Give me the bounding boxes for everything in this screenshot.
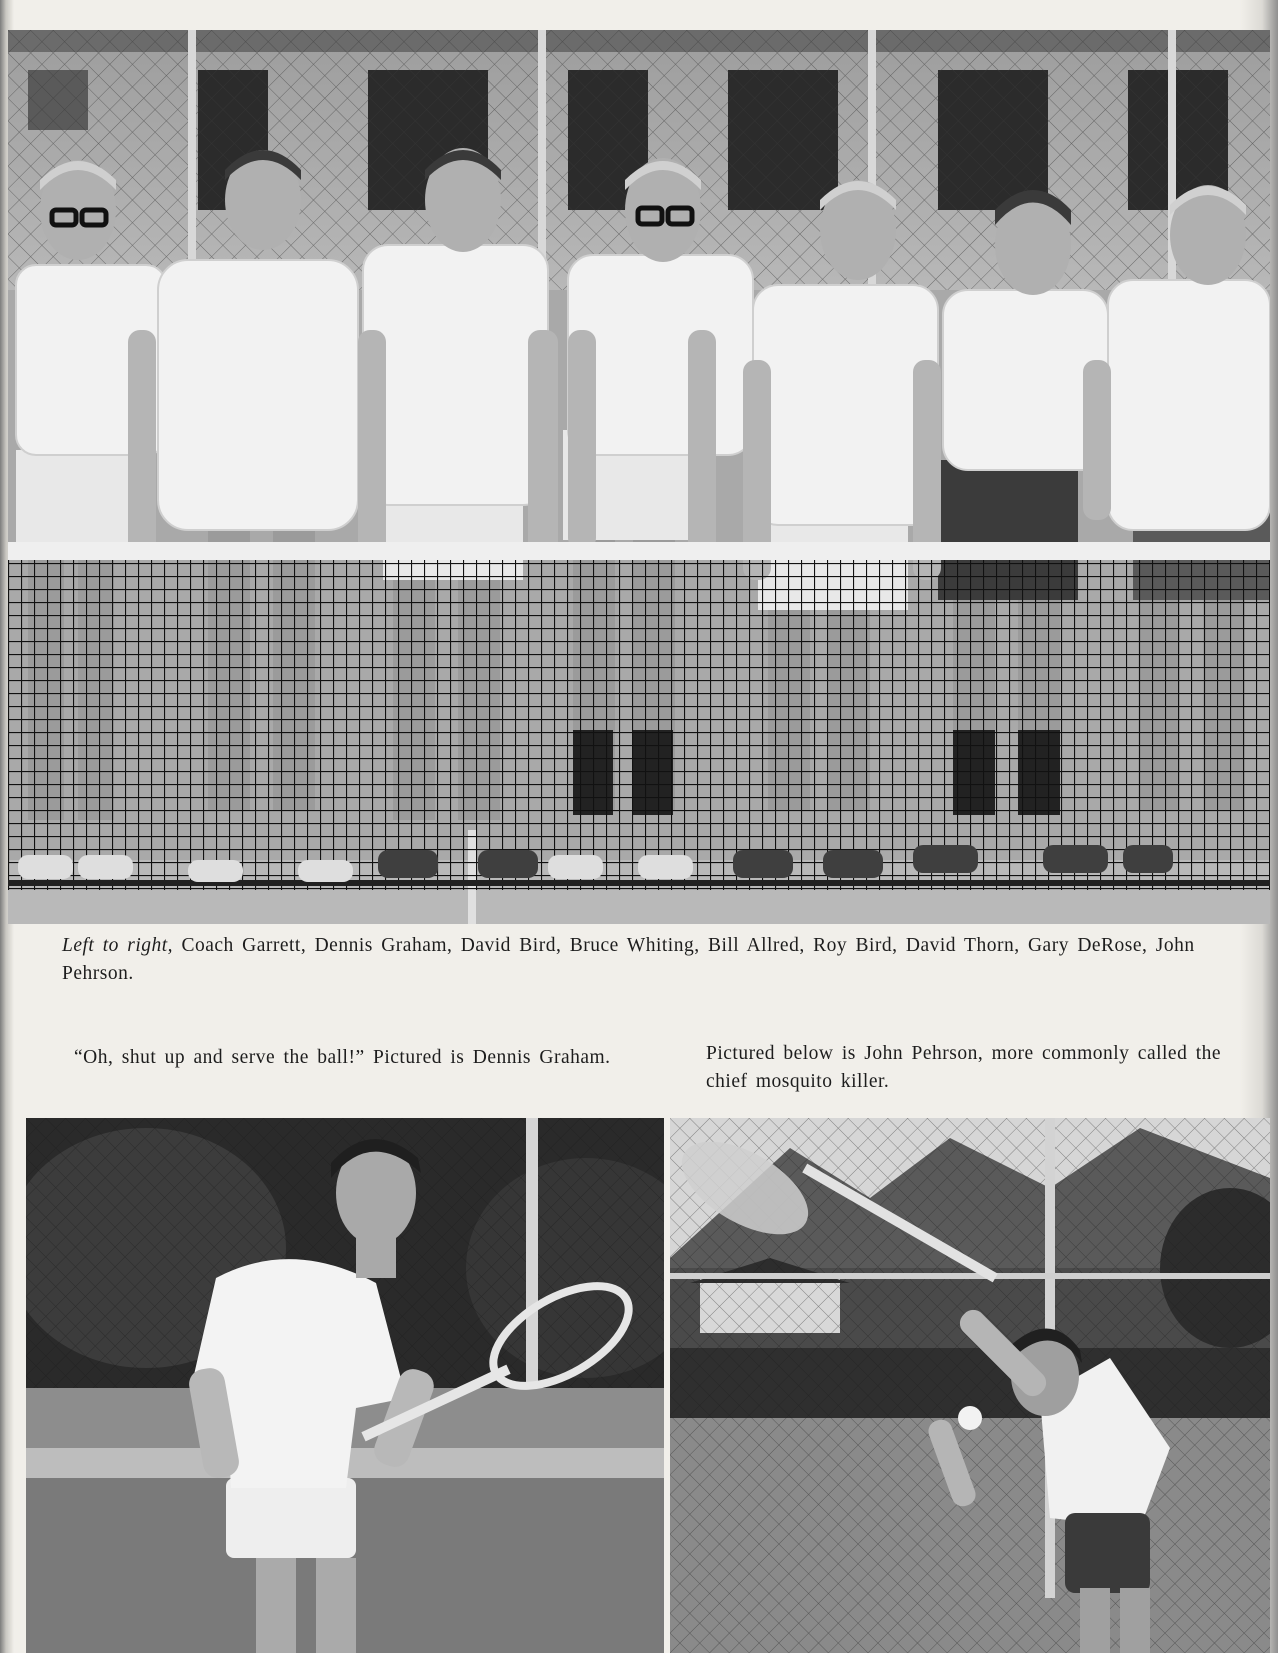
team-caption-names: Coach Garrett, Dennis Graham, David Bird, Bruce Whiting, Bill Allred, Roy Bird, David Thorn, Gary DeRose, John Pehrson.: [62, 935, 1195, 984]
swing-photo-image: [670, 1118, 1270, 1653]
team-photo-image: [8, 30, 1270, 924]
serve-photo-caption: “Oh, shut up and serve the ball!” Pictured is Dennis Graham.: [74, 1047, 611, 1068]
team-photo: [8, 30, 1270, 924]
serve-photo: [26, 1118, 664, 1653]
serve-photo-image: [26, 1118, 664, 1653]
team-caption-lead: Left to right,: [62, 935, 174, 956]
team-photo-caption: [62, 932, 1232, 988]
swing-photo: [670, 1118, 1270, 1653]
swing-photo-caption: Pictured below is John Pehrson, more commonly called the chief mosquito killer.: [706, 1043, 1222, 1092]
